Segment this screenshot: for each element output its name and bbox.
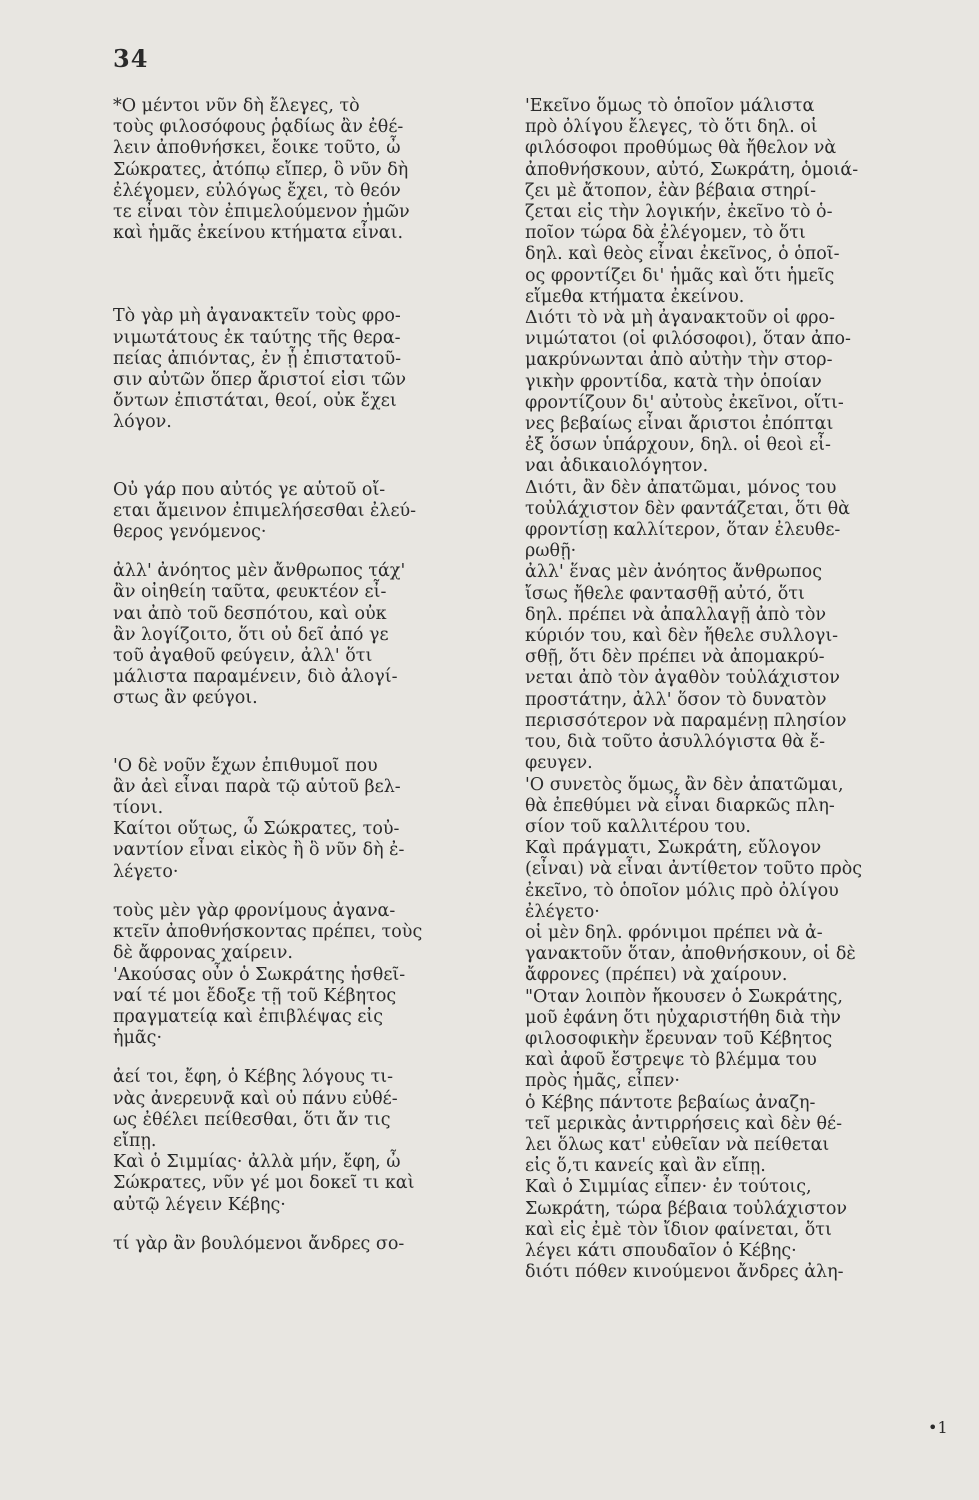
text-line: ζει μὲ ἄτοπον, ἐὰν βέβαια στηρί- xyxy=(525,180,817,201)
text-line: Οὐ γάρ που αὐτός γε αὑτοῦ οἴ- xyxy=(113,479,386,500)
text-line: ἴσως ἤθελε φαντασθῇ αὐτό, ὅτι xyxy=(525,583,805,604)
text-line: ναι ἀδικαιολόγητον. xyxy=(525,456,709,477)
paragraph xyxy=(113,756,503,883)
text-line: αὐτῷ λέγειν Κέβης· xyxy=(113,1194,286,1215)
text-line: σθῇ, ὅτι δὲν πρέπει νὰ ἀπομακρύ- xyxy=(525,647,825,668)
text-line: καὶ ἀφοῦ ἔστρεψε τὸ βλέμμα του xyxy=(525,1050,817,1071)
text-line: νεται ἀπὸ τὸν ἀγαθὸν τοὐλάχιστον xyxy=(525,668,840,689)
text-line: Καὶ ὁ Σιμμίας· ἀλλὰ μήν, ἔφη, ὦ xyxy=(113,1152,401,1173)
text-line: 'Ακούσας οὖν ὁ Σωκράτης ἡσθεῖ- xyxy=(113,964,406,985)
text-line: κτεῖν ἀποθνήσκοντας πρέπει, τοὺς xyxy=(113,922,423,943)
text-line: ἀλλ' ἕνας μὲν ἀνόητος ἄνθρωπος xyxy=(525,562,822,583)
text-line: δηλ. πρέπει νὰ ἀπαλλαγῇ ἀπὸ τὸν xyxy=(525,604,827,625)
text-line: εἰς ὅ,τι κανείς καὶ ἂν εἴπῃ. xyxy=(525,1156,766,1177)
text-line: 'Ο δὲ νοῦν ἔχων ἐπιθυμοῖ που xyxy=(113,755,378,776)
text-line: ποῖον τώρα δὰ ἐλέγομεν, τὸ ὅτι xyxy=(525,223,806,244)
paragraph xyxy=(113,901,503,1049)
paragraph-gap xyxy=(113,543,503,561)
text-line: μάλιστα παραμένειν, διὸ ἀλογί- xyxy=(113,667,398,688)
paragraph xyxy=(525,96,950,1283)
text-line: Τὸ γὰρ μὴ ἀγανακτεῖν τοὺς φρο- xyxy=(113,306,401,327)
text-line: *Ο μέντοι νῦν δὴ ἔλεγες, τὸ xyxy=(113,96,360,116)
text-line: καὶ ἡμᾶς ἐκείνου κτήματα εἶναι. xyxy=(113,223,404,244)
text-line: ὄντων ἐπιστάται, θεοί, οὐκ ἔχει xyxy=(113,391,397,412)
right-column-translation xyxy=(525,96,950,1283)
text-line: πρὸ ὀλίγου ἔλεγες, τὸ ὅτι δηλ. οἱ xyxy=(525,117,818,138)
paragraph xyxy=(113,306,503,433)
left-column-ancient-text xyxy=(113,96,503,1255)
paragraph-gap xyxy=(113,1216,503,1234)
text-line: λόγον. xyxy=(113,412,172,433)
text-line: τε εἶναι τὸν ἐπιμελούμενον ἡμῶν xyxy=(113,202,410,223)
text-line: στως ἂν φεύγοι. xyxy=(113,688,258,709)
text-line: ἂν οἰηθείη ταῦτα, φευκτέον εἶ- xyxy=(113,582,387,603)
text-line: 'Ο συνετὸς ὅμως, ἂν δὲν ἀπατῶμαι, xyxy=(525,774,844,795)
text-line: Σώκρατες, ἀτόπῳ εἴπερ, ὃ νῦν δὴ xyxy=(113,159,409,180)
paragraph xyxy=(113,561,503,709)
paragraph-gap xyxy=(113,1049,503,1067)
text-line: τεῖ μερικὰς ἀντιρρήσεις καὶ δὲν θέ- xyxy=(525,1113,842,1134)
text-line: ρωθῇ· xyxy=(525,541,577,562)
text-line: Καὶ πράγματι, Σωκράτη, εὔλογον xyxy=(525,838,822,859)
text-line: δηλ. καὶ θεὸς εἶναι ἐκεῖνος, ὁ ὁποῖ- xyxy=(525,244,840,265)
text-line: φιλοσοφικὴν ἔρευναν τοῦ Κέβητος xyxy=(525,1028,833,1049)
text-line: φευγεν. xyxy=(525,753,593,774)
paragraph-gap xyxy=(113,710,503,756)
text-line: ἐλέγετο· xyxy=(525,901,600,922)
text-line: ἐλέγομεν, εὐλόγως ἔχει, τὸ θεόν xyxy=(113,180,401,201)
text-line: ἀποθνήσκουν, αὐτό, Σωκράτη, ὁμοιά- xyxy=(525,159,859,180)
text-line: τοῦ ἀγαθοῦ φεύγειν, ἀλλ' ὅτι xyxy=(113,646,373,667)
text-line: φροντίζουν δι' αὐτοὺς ἐκεῖνοι, οἵτι- xyxy=(525,392,844,413)
text-line: σίον τοῦ καλλιτέρου του. xyxy=(525,816,751,837)
page-number: 34 xyxy=(113,44,149,73)
text-line: ἂν ἀεὶ εἶναι παρὰ τῷ αὑτοῦ βελ- xyxy=(113,776,401,797)
corner-mark: •1 xyxy=(928,1418,948,1437)
text-line: του, διὰ τοῦτο ἀσυλλόγιστα θὰ ἔ- xyxy=(525,732,826,753)
text-line: λέγετο· xyxy=(113,861,179,882)
text-line: ἐκεῖνο, τὸ ὁποῖον μόλις πρὸ ὀλίγου xyxy=(525,880,839,901)
text-line: "Οταν λοιπὸν ἤκουσεν ὁ Σωκράτης, xyxy=(525,986,843,1007)
text-line: λει ὅλως κατ' εὐθεῖαν νὰ πείθεται xyxy=(525,1134,830,1155)
text-line: ος φροντίζει δι' ἡμᾶς καὶ ὅτι ἡμεῖς xyxy=(525,265,835,286)
text-line: ἂν λογίζοιτο, ὅτι οὐ δεῖ ἀπό γε xyxy=(113,624,389,645)
text-line: γικὴν φροντίδα, κατὰ τὴν ὁποίαν xyxy=(525,371,822,392)
text-line: φιλόσοφοι προθύμως θὰ ἤθελον νὰ xyxy=(525,138,837,159)
text-line: ἀλλ' ἀνόητος μὲν ἄνθρωπος τάχ' xyxy=(113,561,406,582)
text-line: ως ἐθέλει πείθεσθαι, ὅτι ἄν τις xyxy=(113,1109,391,1130)
paragraph xyxy=(113,1234,503,1255)
paragraph-gap xyxy=(113,434,503,480)
text-line: τοὐλάχιστον δὲν φαντάζεται, ὅτι θὰ xyxy=(525,498,850,519)
text-line: προστάτην, ἀλλ' ὅσον τὸ δυνατὸν xyxy=(525,689,827,710)
text-line: εται ἄμεινον ἐπιμελήσεσθαι ἐλεύ- xyxy=(113,500,417,521)
text-line: ἄφρονες (πρέπει) νὰ χαίρουν. xyxy=(525,965,788,986)
text-line: ἀεί τοι, ἔφη, ὁ Κέβης λόγους τι- xyxy=(113,1067,394,1088)
paragraph-gap xyxy=(113,244,503,306)
text-line: τί γὰρ ἂν βουλόμενοι ἄνδρες σο- xyxy=(113,1233,405,1254)
text-line: διότι πόθεν κινούμενοι ἄνδρες ἀλη- xyxy=(525,1262,844,1283)
text-line: τοὺς μὲν γὰρ φρονίμους ἀγανα- xyxy=(113,900,396,921)
paragraph xyxy=(113,96,503,244)
text-line: δὲ ἄφρονας χαίρειν. xyxy=(113,943,293,964)
text-line: πείας ἀπιόντας, ἐν ᾗ ἐπιστατοῦ- xyxy=(113,348,401,369)
text-line: ναι ἀπὸ τοῦ δεσπότου, καὶ οὐκ xyxy=(113,603,387,624)
text-line: ζεται εἰς τὴν λογικήν, ἐκεῖνο τὸ ὁ- xyxy=(525,202,833,223)
text-line: Σωκράτη, τώρα βέβαια τοὐλάχιστον xyxy=(525,1198,847,1219)
text-line: πραγματείᾳ καὶ ἐπιβλέψας εἰς xyxy=(113,1006,384,1027)
text-line: (εἶναι) νὰ εἶναι ἀντίθετον τοῦτο πρὸς xyxy=(525,859,863,880)
text-line: Διότι, ἂν δὲν ἀπατῶμαι, μόνος του xyxy=(525,477,837,498)
text-line: 'Εκεῖνο ὅμως τὸ ὁποῖον μάλιστα xyxy=(525,96,815,116)
text-line: θὰ ἐπεθύμει νὰ εἶναι διαρκῶς πλη- xyxy=(525,795,835,816)
paragraph xyxy=(113,480,503,544)
text-line: Σώκρατες, νῦν γέ μοι δοκεῖ τι καὶ xyxy=(113,1173,415,1194)
text-line: νιμωτάτους ἐκ ταύτης τῆς θερα- xyxy=(113,327,401,348)
text-line: εἴπῃ. xyxy=(113,1130,157,1151)
text-line: τίονι. xyxy=(113,798,164,819)
text-line: εἴμεθα κτήματα ἐκείνου. xyxy=(525,286,745,307)
text-line: τοὺς φιλοσόφους ῥᾳδίως ἂν ἐθέ- xyxy=(113,117,404,138)
text-line: Διότι τὸ νὰ μὴ ἀγανακτοῦν οἱ φρο- xyxy=(525,308,835,329)
text-line: περισσότερον νὰ παραμένῃ πλησίον xyxy=(525,710,847,731)
text-line: πρὸς ἡμᾶς, εἶπεν· xyxy=(525,1071,680,1092)
text-line: μακρύνωνται ἀπὸ αὐτὴν τὴν στορ- xyxy=(525,350,833,371)
text-line: μοῦ ἐφάνη ὅτι ηὐχαριστήθη διὰ τὴν xyxy=(525,1007,841,1028)
text-line: Καίτοι οὕτως, ὦ Σώκρατες, τοὐ- xyxy=(113,819,400,840)
text-line: γανακτοῦν ὅταν, ἀποθνήσκουν, οἱ δὲ xyxy=(525,944,856,965)
text-line: καὶ εἰς ἐμὲ τὸν ἴδιον φαίνεται, ὅτι xyxy=(525,1219,832,1240)
text-line: σιν αὐτῶν ὅπερ ἄριστοί εἰσι τῶν xyxy=(113,370,407,391)
text-line: φροντίσῃ καλλίτερον, ὅταν ἐλευθε- xyxy=(525,520,841,541)
text-line: θερος γενόμενος· xyxy=(113,522,267,543)
text-line: ἐξ ὅσων ὑπάρχουν, δηλ. οἱ θεοὶ εἶ- xyxy=(525,435,831,456)
paragraph xyxy=(113,1067,503,1215)
text-line: νὰς ἀνερευνᾷ καὶ οὐ πάνυ εὐθέ- xyxy=(113,1088,398,1109)
text-line: λέγει κάτι σπουδαῖον ὁ Κέβης· xyxy=(525,1240,797,1261)
text-line: Καὶ ὁ Σιμμίας εἶπεν· ἐν τούτοις, xyxy=(525,1177,812,1198)
paragraph-gap xyxy=(113,883,503,901)
text-line: νιμώτατοι (οἱ φιλόσοφοι), ὅταν ἀπο- xyxy=(525,329,851,350)
text-line: νες βεβαίως εἶναι ἄριστοι ἐπόπται xyxy=(525,414,834,435)
text-line: ναντίον εἶναι εἰκὸς ἢ ὃ νῦν δὴ ἐ- xyxy=(113,840,405,861)
text-line: λειν ἀποθνήσκει, ἔοικε τοῦτο, ὦ xyxy=(113,138,401,159)
text-line: ναί τέ μοι ἔδοξε τῇ τοῦ Κέβητος xyxy=(113,985,397,1006)
text-line: κύριόν του, καὶ δὲν ἤθελε συλλογι- xyxy=(525,626,839,647)
text-line: οἱ μὲν δηλ. φρόνιμοι πρέπει νὰ ἀ- xyxy=(525,922,823,943)
text-line: ὁ Κέβης πάντοτε βεβαίως ἀναζη- xyxy=(525,1092,816,1113)
text-line: ἡμᾶς· xyxy=(113,1028,163,1049)
